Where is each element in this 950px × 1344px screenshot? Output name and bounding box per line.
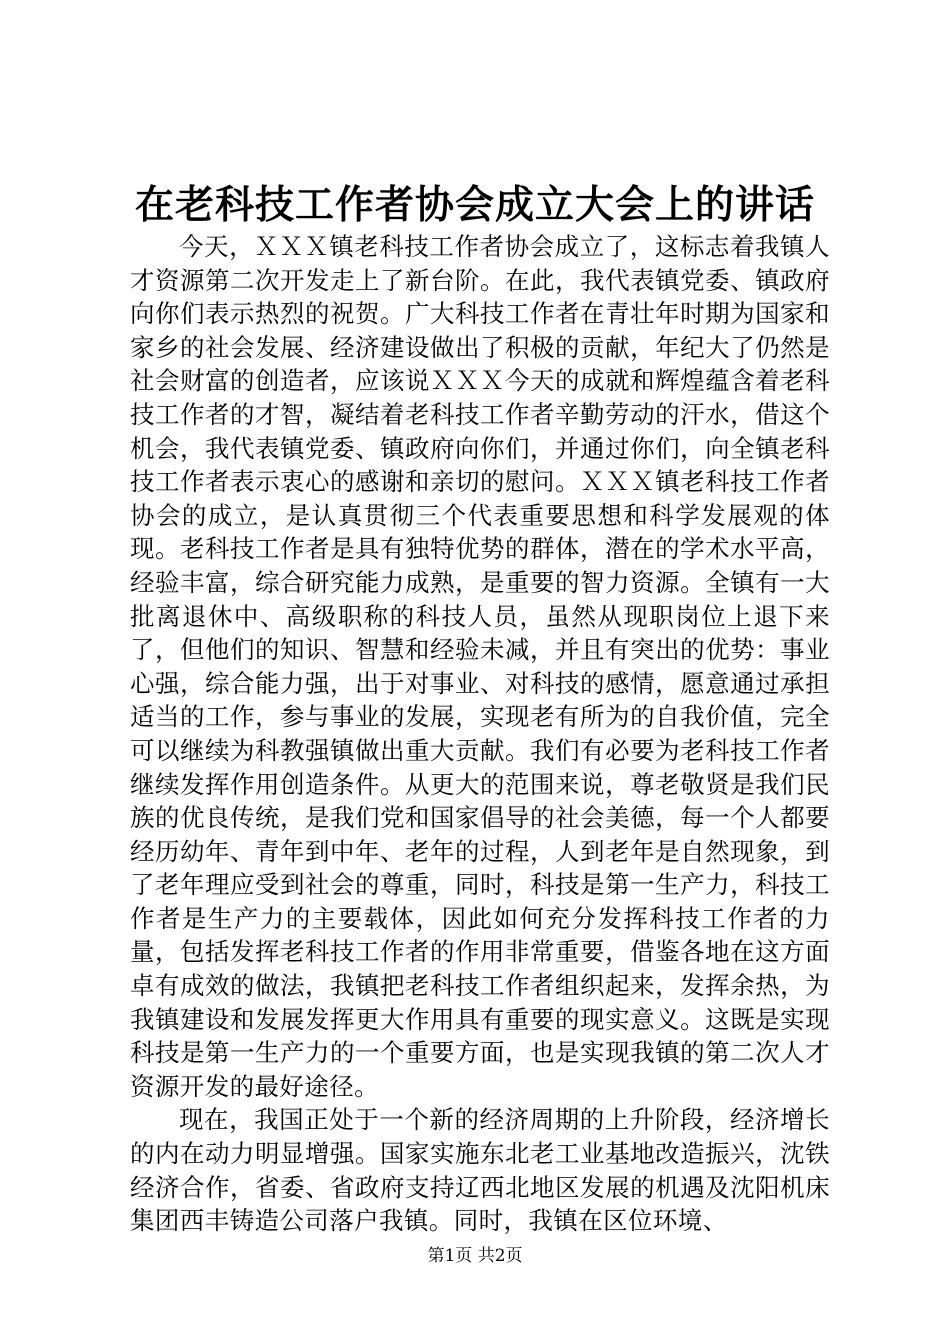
document-body bbox=[130, 230, 830, 1238]
document-title: 在老科技工作者协会成立大会上的讲话 bbox=[134, 182, 815, 228]
page-footer: 第1页 共2页 bbox=[427, 1246, 523, 1266]
paragraph-1: 今天，ＸＸＸ镇老科技工作者协会成立了，这标志着我镇人才资源第二次开发走上了新台阶。在此，我代表镇党委、镇政府向你们表示热烈的祝贺。广大科技工作者在青壮年时期为国家和家乡的社会发展、经济建设做出了积极的贡献，年纪大了仍然是社会财富的创造者，应该说ＸＸＸ今天的成就和辉煌蕴含着老科技工作者的才智，凝结着老科技工作者辛勤劳动的汗水，借这个机会，我代表镇党委、镇政府向你们，并通过你们，向全镇老科技工作者表示衷心的感谢和亲切的慰问。ＸＸＸ镇老科技工作者协会的成立，是认真贯彻三个代表重要思想和科学发展观的体现。老科技工作者是具有独特优势的群体，潜在的学术水平高，经验丰富，综合研究能力成熟，是重要的智力资源。全镇有一大批离退休中、高级职称的科技人员，虽然从现职岗位上退下来了，但他们的知识、智慧和经验未减，并且有突出的优势：事业心强，综合能力强，出于对事业、对科技的感情，愿意通过承担适当的工作，参与事业的发展，实现老有所为的自我价值，完全可以继续为科教强镇做出重大贡献。我们有必要为老科技工作者继续发挥作用创造条件。从更大的范围来说，尊老敬贤是我们民族的优良传统，是我们党和国家倡导的社会美德，每一个人都要经历幼年、青年到中年、老年的过程，人到老年是自然现象，到了老年理应受到社会的尊重，同时，科技是第一生产力，科技工作者是生产力的主要载体，因此如何充分发挥科技工作者的力量，包括发挥老科技工作者的作用非常重要，借鉴各地在这方面卓有成效的做法，我镇把老科技工作者组织起来，发挥余热，为我镇建设和发展发挥更大作用具有重要的现实意义。这既是实现科技是第一生产力的一个重要方面，也是实现我镇的第二次人才资源开发的最好途径。 bbox=[130, 232, 830, 1101]
paragraph-2: 现在，我国正处于一个新的经济周期的上升阶段，经济增长的内在动力明显增强。国家实施东北老工业基地改造振兴，沈铁经济合作，省委、省政府支持辽西北地区发展的机遇及沈阳机床集团西丰铸造公司落户我镇。同时，我镇在区位环境、 bbox=[130, 1105, 830, 1236]
